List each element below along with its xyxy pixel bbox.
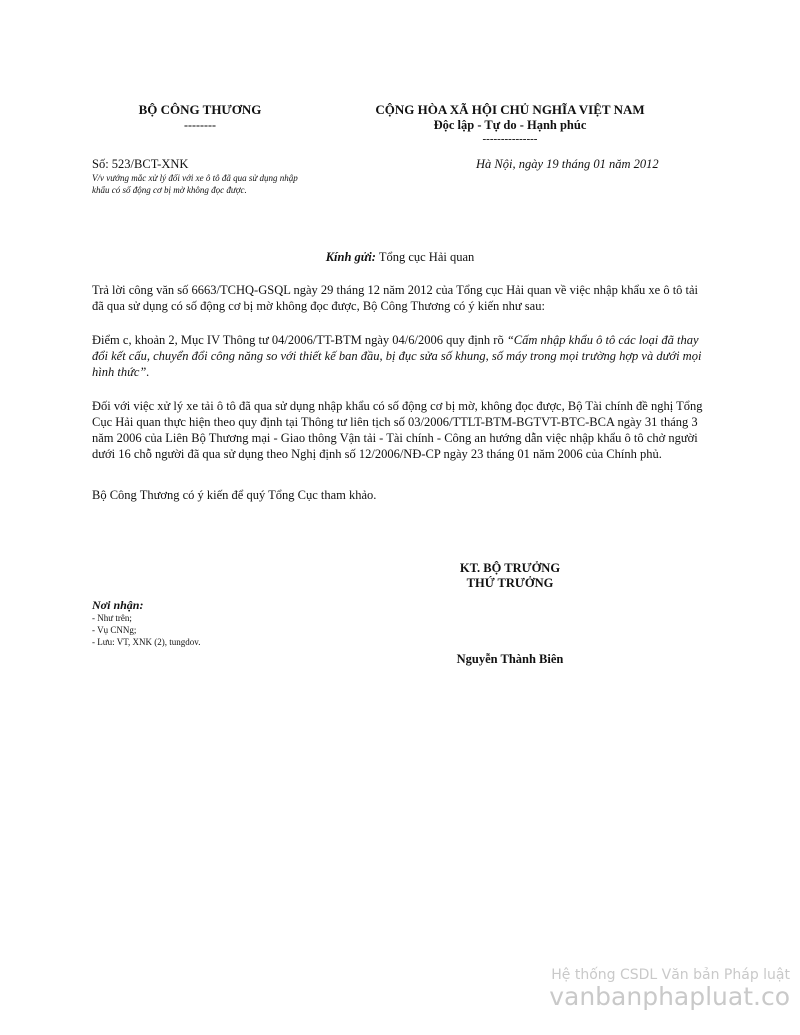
paragraph-2-lead: Điểm c, khoản 2, Mục IV Thông tư 04/2006/TT-BTM ngày 04/6/2006 quy định rõ	[92, 333, 507, 347]
recipient-line	[0, 250, 800, 265]
recipient-item: - Vụ CNNg;	[92, 625, 137, 635]
recipient-item: - Lưu: VT, XNK (2), tungdov.	[92, 637, 201, 647]
watermark-line-2: vanbanphapluat.co	[549, 982, 790, 1011]
recipient-item: - Như trên;	[92, 613, 132, 623]
signer-name: Nguyễn Thành Biên	[456, 652, 564, 666]
place-and-date: Hà Nội, ngày 19 tháng 01 năm 2012	[476, 157, 659, 171]
body-paragraph-4: Bộ Công Thương có ý kiến để quý Tổng Cục tham khảo.	[92, 488, 377, 502]
signer-role-line-2: THỨ TRƯỞNG	[466, 576, 554, 590]
national-motto: Độc lập - Tự do - Hạnh phúc	[433, 118, 587, 132]
ministry-name: BỘ CÔNG THƯƠNG	[138, 102, 262, 117]
watermark-line-1: Hệ thống CSDL Văn bản Pháp luật	[551, 967, 790, 983]
paragraph-2-quote: “Cấm nhập khẩu ô tô các loại đã thay đổi kết cấu, chuyển đổi công năng so với thiết kế ban đầu, bị đục sửa số khung, số máy trong mọi trường hợp và dưới mọi hình thức”.	[92, 333, 702, 379]
ministry-rule: --------	[184, 118, 216, 132]
recipients-list	[92, 612, 200, 648]
recipient-label: Kính gửi:	[325, 250, 376, 264]
body-paragraph-1: Trả lời công văn số 6663/TCHQ-GSQL ngày 29 tháng 12 năm 2012 của Tổng cục Hải quan về việc nhập khẩu xe ô tô tải đã qua sử dụng có số động cơ bị mờ không đọc được, Bộ Công Thương có ý kiến như sau:	[92, 283, 699, 313]
motto-rule: ---------------	[482, 133, 538, 145]
recipient-name: Tổng cục Hải quan	[378, 250, 475, 264]
document-number: Số: 523/BCT-XNK	[92, 157, 189, 171]
body-paragraph-3: Đối với việc xử lý xe tải ô tô đã qua sử dụng nhập khẩu có số động cơ bị mờ, không đọc được, Bộ Tài chính đề nghị Tổng Cục Hải quan thực hiện theo quy định tại Thông tư liên tịch số 03/2006/TTLT-BTM-BGTVT-BTC-BCA ngày 31 tháng 3 năm 2006 của Liên Bộ Thương mại - Giao thông Vận tải - Tài chính - Công an hướng dẫn việc nhập khẩu ô tô chở người dưới 16 chỗ người đã qua sử dụng theo Nghị định số 12/2006/NĐ-CP ngày 23 tháng 01 năm 2006 của Chính phủ.	[92, 399, 703, 461]
nation-title: CỘNG HÒA XÃ HỘI CHỦ NGHĨA VIỆT NAM	[375, 102, 645, 117]
recipients-title: Nơi nhận:	[92, 598, 144, 612]
body-paragraph-2	[92, 332, 712, 380]
document-subject: V/v vướng mắc xử lý đối với xe ô tô đã qua sử dụng nhập khẩu có số động cơ bị mờ không đọc được.	[92, 173, 298, 195]
signer-role-line-1: KT. BỘ TRƯỞNG	[459, 561, 561, 575]
